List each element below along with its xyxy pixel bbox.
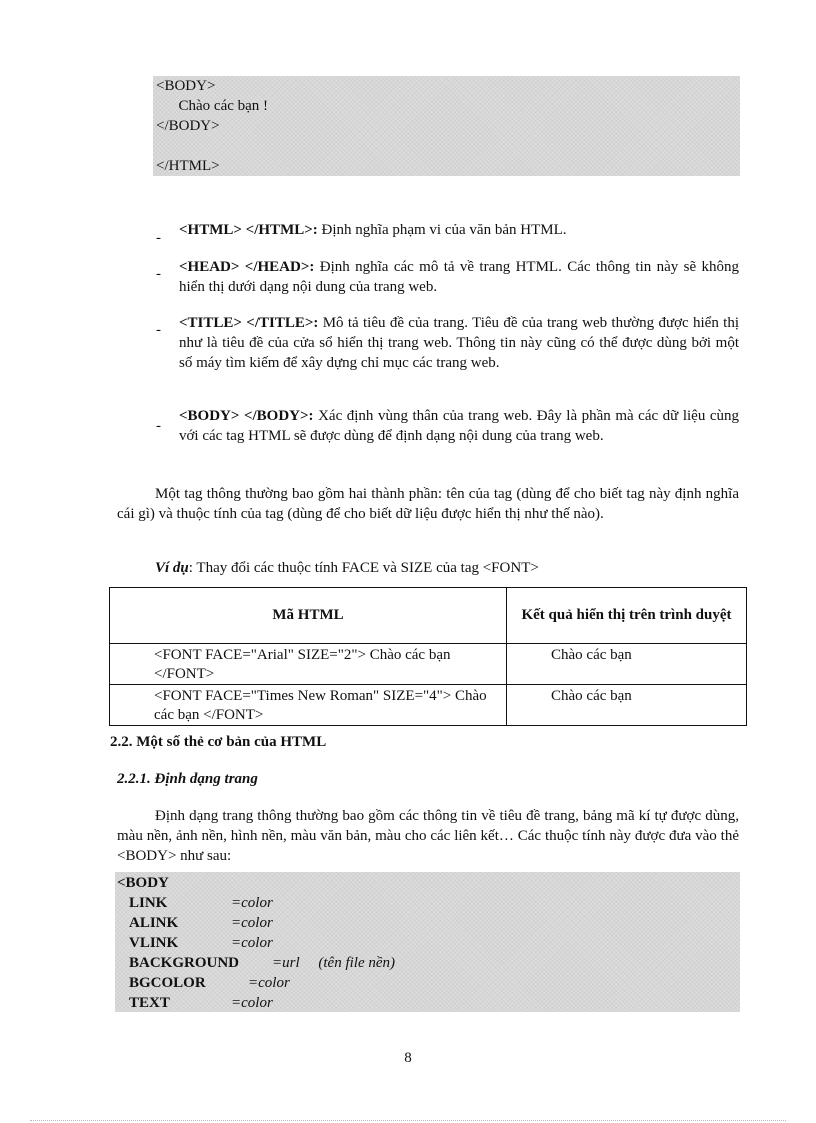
- attr-value: =color: [231, 895, 273, 911]
- table-header: [507, 588, 747, 644]
- bullet-html: [179, 220, 739, 240]
- footer-divider: [30, 1120, 786, 1121]
- table-cell-code: [110, 644, 507, 685]
- attr-name: VLINK: [129, 935, 179, 951]
- bullet-title: [179, 313, 739, 373]
- paragraph-page-format: Định dạng trang thông thường bao gồm các thông tin về tiêu đề trang, bảng mã kí tự được dùng, màu nền, ảnh nền, hình nền, màu văn bản, màu cho các liên kết… Các thuộc tính này được đưa vào thẻ <BODY> như sau:: [117, 808, 739, 864]
- table-header-row: [110, 588, 747, 644]
- cell-result-text: Chào các bạn: [551, 647, 632, 663]
- attr-value: =url (tên file nền): [272, 955, 396, 971]
- paragraph-tag-structure: Một tag thông thường bao gồm hai thành phần: tên của tag (dùng để cho biết tag này định nghĩa cái gì) và thuộc tính của tag (dùng để cho biết dữ liệu được hiển thị như thế nào).: [117, 486, 739, 522]
- table-header-text: Kết quả hiển thị trên trình duyệt: [521, 607, 732, 623]
- code-line: <BODY>: [156, 78, 216, 94]
- example-table: [109, 587, 747, 726]
- subsection-heading: 2.2.1. Định dạng trang: [117, 771, 258, 787]
- table-header: Mã HTML: [110, 588, 507, 644]
- attr-value: =color: [231, 995, 273, 1011]
- code-block-html-end: [153, 76, 740, 176]
- tag-name: <TITLE> </TITLE>:: [179, 315, 319, 331]
- cell-code-text: <FONT FACE="Arial" SIZE="2"> Chào các bạn </FONT>: [154, 647, 451, 682]
- code-block-body-attrs: [115, 872, 740, 1012]
- code-open-tag: <BODY: [117, 875, 169, 891]
- table-row: [110, 644, 747, 685]
- bullet-dash: -: [156, 322, 161, 338]
- bullet-dash: -: [156, 266, 161, 282]
- tag-name: <HEAD> </HEAD>:: [179, 259, 315, 275]
- table-cell-result: [507, 685, 747, 726]
- table-cell-result: [507, 644, 747, 685]
- bullet-text: Định nghĩa các mô tả về trang HTML. Các thông tin này sẽ không hiển thị dưới dạng nội dung của trang web.: [179, 259, 740, 295]
- bullet-dash: -: [156, 230, 161, 246]
- page-number: 8: [404, 1050, 412, 1066]
- attr-name: BACKGROUND: [129, 955, 240, 971]
- table-cell-code: [110, 685, 507, 726]
- example-line: [155, 560, 539, 577]
- attr-name: BGCOLOR: [129, 975, 206, 991]
- bullet-head: [179, 257, 739, 297]
- attr-value: =color: [231, 915, 273, 931]
- tag-name: <HTML> </HTML>:: [179, 222, 318, 238]
- code-line: </BODY>: [156, 118, 220, 134]
- example-label: Ví dụ: [155, 560, 189, 576]
- section-heading: 2.2. Một số thẻ cơ bản của HTML: [110, 734, 327, 750]
- code-line: </HTML>: [156, 158, 220, 174]
- attr-name: LINK: [129, 895, 168, 911]
- example-text: : Thay đổi các thuộc tính FACE và SIZE của tag <FONT>: [188, 560, 539, 576]
- attr-value: =color: [231, 935, 273, 951]
- bullet-text: Mô tả tiêu đề của trang. Tiêu đề của trang web thường được hiển thị như là tiêu đề của cửa sổ hiển thị trang web. Thông tin này cũng có thể được dùng bởi một số máy tìm kiếm để xây dựng chỉ mục các trang web.: [179, 315, 739, 371]
- bullet-text: Xác định vùng thân của trang web. Đây là phần mà các dữ liệu cùng với các tag HTML sẽ được dùng để định dạng nội dung của trang web.: [179, 408, 739, 444]
- table-row: [110, 685, 747, 726]
- tag-name: <BODY> </BODY>:: [179, 408, 314, 424]
- code-line: Chào các bạn !: [156, 98, 269, 114]
- attr-name: TEXT: [129, 995, 170, 1011]
- cell-result-text: Chào các bạn: [551, 688, 632, 704]
- bullet-text: Định nghĩa phạm vi của văn bản HTML.: [317, 222, 567, 238]
- attr-name: ALINK: [129, 915, 179, 931]
- bullet-body: [179, 406, 739, 446]
- attr-value: =color: [248, 975, 290, 991]
- bullet-dash: -: [156, 418, 161, 434]
- cell-code-text: <FONT FACE="Times New Roman" SIZE="4"> Chào các bạn </FONT>: [154, 688, 487, 723]
